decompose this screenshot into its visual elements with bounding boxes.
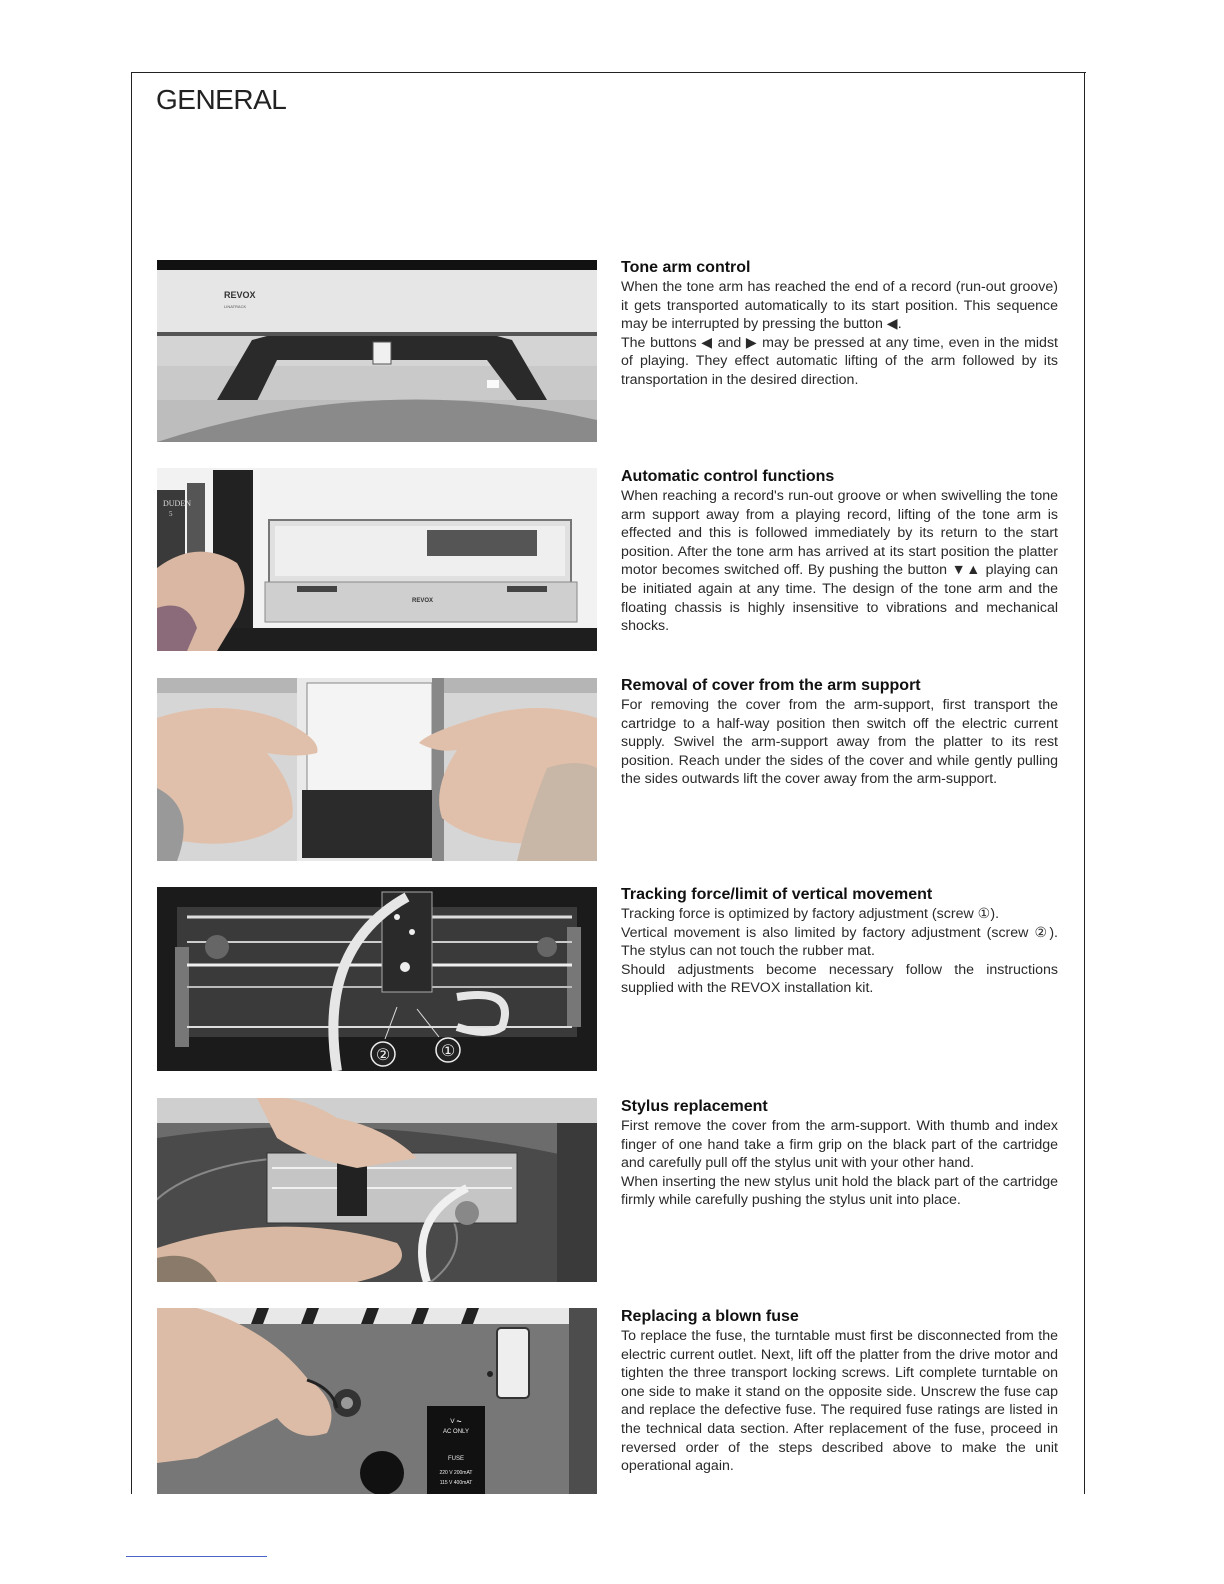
section-heading: Tracking force/limit of vertical movement [621, 886, 933, 903]
panel-fuse-label: FUSE [447, 1456, 465, 1462]
section-paragraph: Should adjustments become necessary follow the instructions supplied with the REVOX installation kit. [621, 961, 1058, 997]
book-spine-label: DUDEN [163, 499, 191, 508]
section-tracking-force [621, 885, 1058, 998]
tonearm-brand-label: REVOX [224, 290, 256, 300]
page-frame-right [1084, 72, 1085, 1494]
panel-rating-1-label: 220 V 200mAT [439, 1470, 473, 1476]
page-title: GENERAL [156, 84, 287, 115]
section-heading: Stylus replacement [621, 1098, 768, 1115]
section-stylus-replacement [621, 1097, 1058, 1210]
section-paragraph: First remove the cover from the arm-support. With thumb and index finger of one hand take a firm grip on the black part of the cartridge and carefully pull off the stylus unit with your other hand. [621, 1118, 1058, 1172]
callout-2-label: ② [375, 1045, 391, 1064]
section-paragraph: To replace the fuse, the turntable must first be disconnected from the electric current outlet. Next, lift off the platter from the drive motor and tighten the three transport locking screws. Lift complete turntable on one side to make it stand on the opposite side. Unscrew the fuse cap and replace the defective fuse. The required fuse ratings are listed in the technical data section. After replacement of the fuse, proceed in reversed order of the steps described above to make the unit operational again. [621, 1328, 1058, 1475]
callout-1-label: ① [440, 1041, 456, 1060]
turntable-photo [157, 468, 597, 651]
tracking-force-photo [157, 887, 597, 1071]
section-heading: Automatic control functions [621, 468, 835, 485]
turntable-brand-label: REVOX [412, 598, 434, 604]
section-heading: Tone arm control [621, 259, 751, 276]
panel-rating-2-label: 115 V 400mAT [439, 1480, 473, 1486]
section-fuse-replacement [621, 1307, 1058, 1476]
page-frame-top [131, 72, 1086, 73]
page-frame-left [131, 72, 132, 1494]
panel-ac-label: AC ONLY [443, 1429, 469, 1435]
section-tone-arm-control [621, 258, 1058, 390]
panel-voltage-label: V ⏦ [450, 1418, 462, 1425]
tone-arm-photo [157, 260, 597, 442]
stylus-replacement-photo [157, 1098, 597, 1282]
tonearm-model-label: LINATRACK [224, 304, 247, 309]
section-paragraph: When reaching a record's run-out groove or when swivelling the tone arm support away from a playing record, lifting of the tone arm is effected and this is followed immediately by its return to the start position. After the tone arm has arrived at its start position the platter motor becomes switched off. By pushing the button ▼▲ playing can be initiated again at any time. The design of the tone arm and the floating chassis is highly insensitive to vibrations and mechanical shocks. [621, 488, 1058, 635]
book-number-label: 5 [169, 510, 173, 518]
section-cover-removal [621, 676, 1058, 789]
section-paragraph: For removing the cover from the arm-support, first transport the cartridge to a half-way position then switch off the electric current supply. Swivel the arm-support away from the platter to its rest position. Reach under the sides of the cover and while gently pulling the sides outwards lift the cover away from the arm-support. [621, 697, 1058, 788]
section-automatic-control [621, 467, 1058, 636]
section-paragraph: When inserting the new stylus unit hold the black part of the cartridge firmly while carefully pushing the stylus unit into place. [621, 1173, 1058, 1209]
fuse-replacement-photo [157, 1308, 597, 1494]
section-paragraph: The buttons ◀ and ▶ may be pressed at any time, even in the midst of playing. They effect automatic lifting of the arm followed by its transportation in the desired direction. [621, 334, 1058, 388]
cover-removal-photo [157, 678, 597, 861]
section-heading: Removal of cover from the arm support [621, 677, 921, 694]
section-paragraph: Tracking force is optimized by factory adjustment (screw ①). [621, 906, 1000, 922]
section-heading: Replacing a blown fuse [621, 1308, 799, 1325]
footnote-rule [126, 1556, 267, 1557]
section-paragraph: Vertical movement is also limited by factory adjustment (screw ②). The stylus can not touch the rubber mat. [621, 924, 1058, 960]
section-paragraph: When the tone arm has reached the end of a record (run-out groove) it gets transported automatically to its start position. This sequence may be interrupted by pressing the button ◀. [621, 279, 1058, 333]
